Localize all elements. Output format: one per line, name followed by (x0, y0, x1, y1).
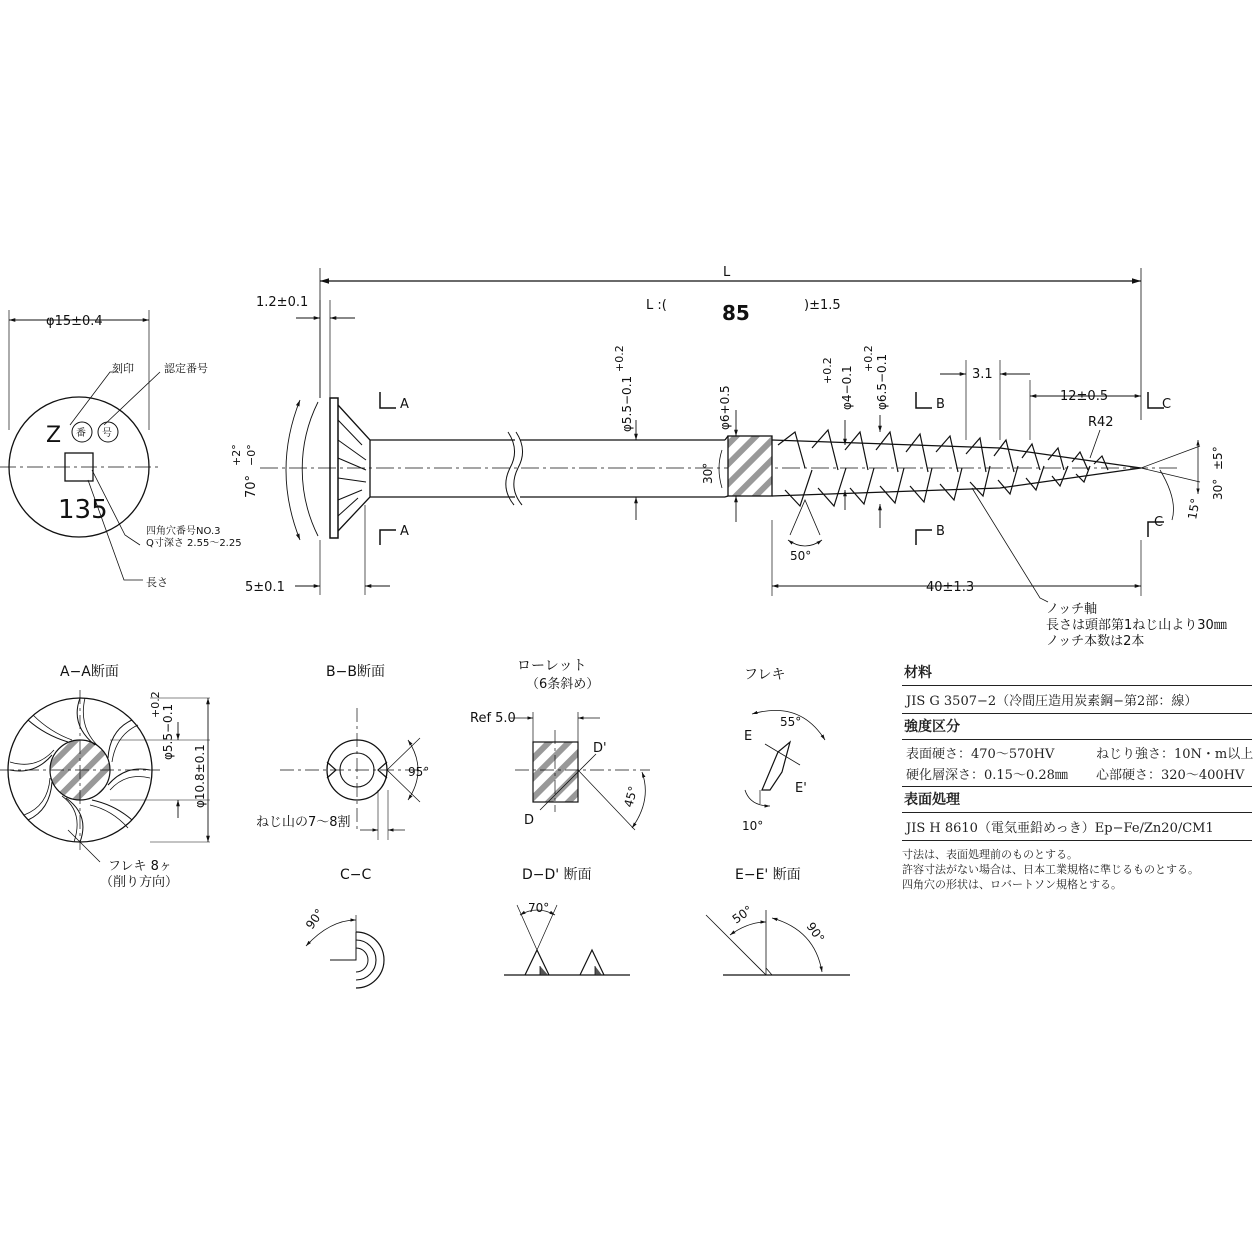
flank-angle-label: 50° (790, 549, 812, 563)
aa-ribs-line2: （削り方向） (100, 875, 179, 890)
stamp-letter: Z (46, 423, 62, 448)
section-aa (0, 690, 210, 862)
recess-line2: Q寸深さ 2.55〜2.25 (146, 538, 242, 549)
L-prefix: L :( (646, 298, 667, 313)
section-mark-b-top: B (936, 397, 945, 412)
L-suffix: )±1.5 (804, 298, 841, 313)
section-mark-b-bottom: B (936, 524, 945, 539)
head-angle-label: 70° (244, 474, 259, 498)
flex-angle-a: 55° (780, 715, 802, 729)
strength-grid (902, 740, 1252, 787)
case-depth: 硬化層深さ：0.15〜0.28㎜ (906, 768, 1068, 783)
length-stamp: 135 (58, 495, 108, 525)
section-bb-labels (256, 664, 429, 830)
torsion-strength: ねじり強さ：10N・m以上 (1096, 747, 1254, 762)
thread-length-label: 40±1.3 (926, 580, 975, 595)
aa-inner-dia: φ5.5−0.1 (161, 703, 175, 760)
tip-len-label: 12±0.5 (1060, 389, 1109, 404)
length-label: 長さ (146, 576, 168, 589)
section-dd (504, 905, 630, 975)
bb-note: ねじ山の7〜8割 (256, 815, 351, 830)
flex-e2: E' (795, 781, 807, 796)
flex-rib (762, 742, 790, 790)
section-mark-c-bottom: C (1154, 515, 1164, 530)
stamp-label: 刻印 (112, 362, 134, 375)
dd-teeth (525, 950, 604, 975)
aa-title: A−A断面 (60, 664, 119, 680)
cert-label: 認定番号 (164, 362, 208, 375)
tip-angle-tol: ±5° (1211, 446, 1225, 470)
knurl-d: D (524, 813, 535, 828)
thread-crests-bottom (785, 466, 1090, 506)
ee-title: E−E' 断面 (735, 867, 801, 883)
cert-num-b: 号 (102, 428, 112, 439)
cc-title: C−C (340, 867, 372, 883)
surface-title: 表面処理 (902, 787, 1252, 813)
thread-dia-tol: +0.2 (862, 345, 875, 372)
head-angle-arc (286, 400, 300, 540)
shank-dia-label: φ5.5−0.1 (620, 375, 634, 432)
head-angle-tol-top: +2° (230, 444, 243, 466)
surface-value: JIS H 8610（電気亜鉛めっき）Ep−Fe/Zn20/CM1 (902, 813, 1252, 841)
section-ee (706, 910, 850, 975)
thread-dia-label: φ6.5−0.1 (875, 353, 889, 410)
section-dd-labels (522, 867, 592, 915)
flex-title: フレキ (744, 667, 786, 683)
surface-hardness: 表面硬さ：470〜570HV (906, 747, 1055, 762)
pitch-label: 3.1 (972, 367, 993, 382)
tip-cut-angle-label: 15° (1185, 497, 1203, 521)
notes (902, 841, 1252, 892)
flex-angle-b: 10° (742, 819, 764, 833)
L-value: 85 (722, 301, 750, 325)
cert-num-a: 番 (76, 428, 86, 439)
knurl-subtitle: （6条斜め） (526, 677, 600, 692)
knurl-d2: D' (593, 741, 607, 756)
root-dia-label: φ4−0.1 (840, 365, 854, 410)
ee-angle-b: 90° (803, 919, 828, 946)
notch-title: ノッチ軸 (1046, 602, 1098, 617)
bb-angle: 95° (408, 765, 430, 779)
knurl-title: ローレット (517, 658, 587, 674)
section-cc-labels (303, 867, 372, 932)
section-mark-a-bottom: A (400, 524, 409, 539)
knurl-rect (533, 742, 578, 802)
notch-line1: 長さは頭部第1ねじ山より30㎜ (1046, 618, 1227, 633)
material-title: 材料 (902, 660, 1252, 686)
head-top-labels (46, 314, 242, 589)
section-mark-c-top: C (1162, 397, 1172, 412)
ee-angle-a: 50° (729, 902, 756, 927)
head-angle-tol-bot: −0° (245, 444, 258, 466)
dd-title: D−D' 断面 (522, 867, 592, 883)
root-dia-tol: +0.2 (821, 357, 834, 384)
head-top-view (0, 310, 160, 580)
knurl-ref: Ref 5.0 (470, 711, 516, 726)
knurl-angle-label: 30° (701, 462, 715, 484)
cc-angle: 90° (302, 906, 327, 932)
knurl-angle: 45° (621, 784, 641, 809)
note-3: 四角穴の形状は、ロバートソン規格とする。 (902, 878, 1122, 891)
note-1: 寸法は、表面処理前のものとする。 (902, 848, 1078, 861)
spec-block (902, 660, 1252, 892)
shank-dia-tol: +0.2 (613, 345, 626, 372)
aa-outer-dia: φ10.8±0.1 (193, 744, 207, 808)
material-value: JIS G 3507−2（冷間圧造用炭素鋼−第2部：線） (902, 686, 1252, 714)
head-dia-label: φ15±0.4 (46, 314, 103, 329)
under-head-label: 5±0.1 (245, 580, 285, 595)
dim-L-label: L (723, 265, 731, 280)
aa-ribs-line1: フレキ 8ヶ (108, 859, 172, 874)
knurl-section (728, 436, 772, 496)
flex-e: E (744, 729, 753, 744)
thread-crests-top (778, 430, 1108, 472)
tip-radius-label: R42 (1088, 415, 1114, 430)
core-hardness: 心部硬さ：320〜400HV (1096, 768, 1245, 783)
strength-title: 強度区分 (902, 714, 1252, 740)
dd-angle: 70° (528, 901, 550, 915)
note-2: 許容寸法がない場合は、日本工業規格に準じるものとする。 (902, 863, 1199, 876)
knurl-dia-label: φ6+0.5 (718, 385, 732, 430)
head-thickness-label: 1.2±0.1 (256, 295, 309, 310)
section-mark-a-top: A (400, 397, 409, 412)
notch-line2: ノッチ本数は2本 (1046, 634, 1145, 649)
section-ee-labels (730, 867, 828, 945)
recess-line1: 四角穴番号NO.3 (146, 526, 221, 537)
bb-title: B−B断面 (326, 664, 385, 680)
tip-angle-label: 30° (1211, 478, 1225, 500)
aa-inner-tol: +0.2 (149, 691, 162, 718)
